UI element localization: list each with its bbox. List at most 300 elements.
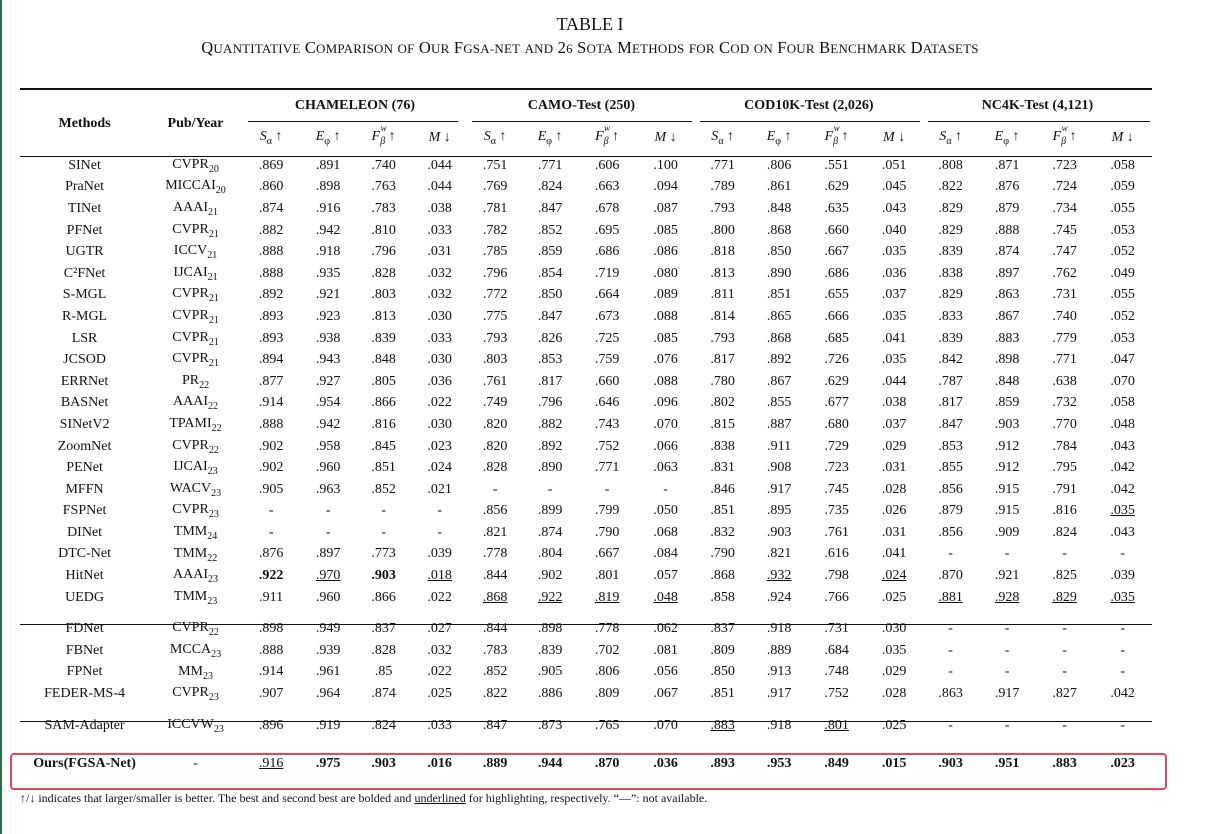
- metric-value: -: [948, 664, 953, 680]
- metric-value: .852: [371, 481, 396, 497]
- metric-value: .827: [1052, 686, 1077, 702]
- metric-value: -: [948, 546, 953, 562]
- metric-value: .793: [710, 330, 735, 346]
- method-name: FSPNet: [62, 503, 107, 519]
- metric-value: -: [381, 503, 386, 519]
- metric-value: .892: [537, 438, 563, 454]
- metric-value: .814: [710, 308, 735, 324]
- metric-value: .763: [371, 179, 396, 195]
- metric-value: .789: [710, 179, 735, 195]
- metric-value: .898: [537, 621, 563, 637]
- metric-value: .058: [1110, 395, 1135, 411]
- metric-value: -: [663, 481, 668, 497]
- metric-value: .801: [594, 568, 620, 584]
- metric-value: .041: [881, 330, 907, 346]
- metric-value: .813: [710, 265, 735, 281]
- pub-year: $ICCV_{21}$: [173, 243, 218, 262]
- metric-value: .845: [371, 438, 396, 454]
- metric-value: .822: [938, 179, 963, 195]
- metric-value: .856: [482, 503, 508, 519]
- metric-value: .842: [938, 352, 963, 368]
- metric-value: .790: [594, 524, 620, 540]
- metric-value: .748: [824, 664, 849, 680]
- metric-value: .867: [994, 308, 1020, 324]
- metric-value: .021: [427, 481, 452, 497]
- metric-header: F w $_\beta$ ↑: [1052, 122, 1077, 147]
- metric-value: .871: [994, 157, 1020, 173]
- metric-value: .951: [994, 756, 1020, 772]
- metric-value: .851: [710, 503, 735, 519]
- metric-value: .897: [994, 265, 1020, 281]
- metric-value: .638: [1052, 373, 1077, 389]
- metric-value: .883: [994, 330, 1020, 346]
- metric-value: .892: [258, 287, 284, 303]
- method-name: PFNet: [66, 222, 103, 238]
- dataset-cod10k: COD10K-Test (2,026): [744, 98, 874, 113]
- metric-value: .047: [1110, 352, 1135, 368]
- metric-value: .916: [258, 756, 284, 772]
- metric-value: .743: [594, 416, 620, 432]
- metric-value: .902: [258, 460, 284, 476]
- metric-value: .887: [766, 416, 792, 432]
- method-name: PraNet: [65, 179, 104, 195]
- metric-value: .030: [427, 308, 452, 324]
- metric-value: .828: [371, 642, 396, 658]
- metric-value: .771: [537, 157, 563, 173]
- metric-header: $S_\alpha$ ↑: [259, 128, 283, 147]
- metric-value: .629: [824, 179, 849, 195]
- metric-value: .817: [938, 395, 963, 411]
- metric-value: .912: [994, 460, 1020, 476]
- table-body: [20, 155, 1152, 782]
- metric-value: -: [1004, 664, 1010, 680]
- metric-value: .970: [315, 568, 341, 584]
- metric-value: .050: [653, 503, 678, 519]
- metric-value: .828: [482, 460, 508, 476]
- table-row: [20, 371, 1152, 393]
- metric-value: .858: [710, 589, 735, 605]
- metric-value: .903: [938, 756, 963, 772]
- metric-value: .813: [371, 308, 396, 324]
- metric-header: F w $_\beta$ ↑: [824, 122, 849, 147]
- metric-value: .089: [653, 287, 678, 303]
- metric-value: .805: [371, 373, 396, 389]
- metric-value: .837: [371, 621, 396, 637]
- metric-value: .839: [371, 330, 396, 346]
- metric-value: .096: [653, 395, 678, 411]
- method-name: BASNet: [60, 395, 109, 411]
- metric-value: .068: [653, 524, 678, 540]
- metric-value: .778: [482, 546, 508, 562]
- method-name: DTC-Net: [58, 546, 111, 562]
- pub-year: $TMM_{22}$: [173, 545, 218, 564]
- table-row: [20, 715, 1152, 737]
- metric-header: $S_\alpha$ ↑: [939, 128, 962, 147]
- metric-value: .824: [1052, 524, 1077, 540]
- metric-value: .810: [371, 222, 396, 238]
- method-name: R-MGL: [62, 308, 108, 324]
- metric-header: $E_\varphi$ ↑: [315, 128, 341, 147]
- metric-value: .038: [427, 200, 452, 216]
- metric-value: .902: [537, 568, 563, 584]
- metric-value: .094: [653, 179, 678, 195]
- metric-value: .922: [258, 568, 284, 584]
- metric-value: .844: [482, 568, 508, 584]
- metric-value: .660: [824, 222, 849, 238]
- metric-value: .907: [258, 686, 284, 702]
- metric-value: -: [268, 503, 274, 519]
- metric-value: .048: [1110, 416, 1135, 432]
- metric-value: .029: [881, 438, 907, 454]
- metric-value: .924: [766, 589, 792, 605]
- table-row: [20, 263, 1152, 285]
- metric-value: .850: [766, 244, 792, 260]
- footnote-text: ↑/↓ indicates that larger/smaller is better. The best and second best are bolded and: [20, 791, 415, 805]
- table-label: TABLE I: [556, 14, 624, 34]
- pub-year: $PR_{22}$: [181, 372, 210, 391]
- metric-value: .893: [258, 308, 284, 324]
- table-row: [20, 155, 1152, 177]
- metric-value: .975: [315, 756, 341, 772]
- metric-value: .854: [537, 265, 563, 281]
- metric-value: .868: [482, 589, 508, 605]
- metric-value: .816: [371, 416, 396, 432]
- metric-value: .944: [537, 756, 563, 772]
- metric-value: .796: [482, 265, 508, 281]
- metric-value: .921: [994, 568, 1020, 584]
- metric-value: .942: [315, 416, 341, 432]
- metric-value: .927: [315, 373, 341, 389]
- metric-value: .839: [938, 244, 963, 260]
- metric-value: .723: [1052, 157, 1077, 173]
- metric-value: .646: [594, 395, 620, 411]
- table-row: [20, 501, 1152, 523]
- metric-value: .782: [482, 222, 508, 238]
- metric-value: .677: [824, 395, 849, 411]
- metric-value: .958: [315, 438, 341, 454]
- metric-value: .035: [881, 244, 907, 260]
- metric-value: .916: [315, 200, 341, 216]
- metric-value: -: [547, 481, 553, 497]
- metric-value: -: [268, 524, 274, 540]
- footnote-text-end: for highlighting, respectively. “—”: not available.: [465, 791, 708, 805]
- metric-value: .785: [482, 244, 508, 260]
- pub-year: $AAAI_{21}$: [173, 200, 219, 218]
- pub-year: $CVPR_{23}$: [172, 685, 219, 703]
- metric-value: .725: [594, 330, 620, 346]
- method-name: DINet: [67, 524, 103, 540]
- metric-value: .873: [537, 717, 563, 733]
- metric-value: .771: [594, 460, 620, 476]
- metric-value: -: [604, 481, 610, 497]
- method-name: MFFN: [65, 481, 104, 497]
- table-row: [20, 414, 1152, 436]
- metric-value: .780: [710, 373, 735, 389]
- metric-value: .052: [1110, 244, 1135, 260]
- metric-value: .938: [315, 330, 341, 346]
- metric-value: .678: [594, 200, 620, 216]
- metric-value: .735: [824, 503, 849, 519]
- metric-value: .724: [1052, 179, 1077, 195]
- metric-value: .044: [427, 179, 452, 195]
- metric-value: .761: [824, 524, 849, 540]
- metric-value: .039: [1110, 568, 1135, 584]
- metric-value: .031: [427, 244, 452, 260]
- metric-value: .051: [881, 157, 907, 173]
- metric-value: .761: [482, 373, 508, 389]
- method-name: SAM-Adapter: [44, 717, 125, 733]
- table-row: [20, 587, 1152, 609]
- metric-value: .889: [766, 642, 792, 658]
- metric-value: .779: [1052, 330, 1077, 346]
- metric-value: .030: [881, 621, 907, 637]
- table-row: [20, 198, 1152, 220]
- table-row: [20, 565, 1152, 587]
- metric-header: M ↓: [1111, 129, 1134, 145]
- metric-value: -: [325, 524, 331, 540]
- dataset-chameleon: CHAMELEON (76): [294, 98, 415, 113]
- metric-value: .070: [653, 717, 678, 733]
- metric-value: .838: [938, 265, 963, 281]
- pub-year: $TMM_{23}$: [173, 588, 218, 607]
- metric-value: .856: [938, 481, 963, 497]
- metric-value: .939: [315, 642, 341, 658]
- metric-value: .804: [537, 546, 563, 562]
- metric-value: .025: [881, 717, 907, 733]
- table-title: QUANTITATIVE COMPARISON OF OUR FGSA-NET AND 26 SOTA METHODS FOR COD ON FOUR BENCHMARK DATASETS: [201, 38, 979, 57]
- pub-year: $AAAI_{23}$: [173, 567, 219, 585]
- metric-value: .85: [374, 664, 393, 680]
- metric-value: .039: [427, 546, 452, 562]
- method-name: UEDG: [65, 589, 104, 605]
- metric-value: .793: [482, 330, 508, 346]
- metric-value: .839: [537, 642, 563, 658]
- metric-value: .765: [594, 717, 620, 733]
- table-row: [20, 683, 1152, 705]
- metric-value: .033: [427, 330, 452, 346]
- metric-value: .963: [315, 481, 341, 497]
- method-name: UGTR: [65, 244, 104, 260]
- metric-value: -: [1120, 642, 1125, 658]
- metric-value: .759: [594, 352, 620, 368]
- method-name: Ours(FGSA-Net): [33, 756, 136, 772]
- metric-value: .879: [938, 503, 963, 519]
- metric-value: .850: [537, 287, 563, 303]
- metric-value: .866: [371, 395, 396, 411]
- metric-value: .893: [258, 330, 284, 346]
- metric-value: .851: [766, 287, 792, 303]
- metric-value: -: [1062, 621, 1067, 637]
- metric-value: .868: [766, 330, 792, 346]
- metric-header: $S_\alpha$ ↑: [711, 128, 734, 147]
- metric-value: .809: [710, 642, 735, 658]
- metric-value: .036: [881, 265, 907, 281]
- metric-value: .869: [258, 157, 284, 173]
- metric-value: .033: [427, 222, 452, 238]
- metric-value: .770: [1052, 416, 1077, 432]
- metric-value: .666: [824, 308, 849, 324]
- metric-value: -: [1120, 717, 1125, 733]
- metric-value: .888: [258, 265, 284, 281]
- metric-value: .905: [258, 481, 284, 497]
- table-row: [20, 522, 1152, 544]
- metric-value: .883: [1052, 756, 1077, 772]
- metric-value: .063: [653, 460, 678, 476]
- metric-value: .964: [315, 686, 341, 702]
- metric-value: .882: [537, 416, 563, 432]
- metric-value: .911: [259, 589, 284, 605]
- method-name: FPNet: [66, 664, 103, 680]
- metric-value: .042: [1110, 481, 1135, 497]
- metric-value: .031: [881, 524, 907, 540]
- metric-value: .890: [537, 460, 563, 476]
- metric-value: .903: [994, 416, 1020, 432]
- metric-value: .898: [258, 621, 284, 637]
- metric-value: .903: [371, 756, 396, 772]
- method-name: SINet: [68, 157, 101, 173]
- metric-header: M ↓: [428, 129, 451, 145]
- top-rule: [20, 88, 1152, 90]
- metric-value: .874: [258, 200, 284, 216]
- metric-value: .837: [710, 621, 735, 637]
- metric-value: .551: [824, 157, 849, 173]
- metric-value: .949: [315, 621, 341, 637]
- metric-value: .043: [1110, 524, 1135, 540]
- table-row: [20, 544, 1152, 566]
- metric-value: .903: [766, 524, 792, 540]
- metric-value: .882: [258, 222, 284, 238]
- metric-value: .778: [594, 621, 620, 637]
- metric-value: .022: [427, 395, 452, 411]
- pub-year: $MICCAI_{20}$: [165, 178, 226, 197]
- metric-value: .771: [1052, 352, 1077, 368]
- metric-value: .886: [537, 686, 563, 702]
- pub-year: -: [193, 756, 198, 772]
- metric-header: F w $_\beta$ ↑: [371, 122, 396, 147]
- metric-value: -: [381, 524, 386, 540]
- metric-value: .961: [315, 664, 341, 680]
- metric-value: .058: [1110, 157, 1135, 173]
- metric-value: .911: [767, 438, 792, 454]
- metric-value: .811: [710, 287, 735, 303]
- metric-value: .026: [881, 503, 907, 519]
- metric-value: .912: [994, 438, 1020, 454]
- table-row: [20, 349, 1152, 371]
- pub-year: $CVPR_{21}$: [172, 308, 219, 326]
- metric-value: .702: [594, 642, 620, 658]
- metric-value: .895: [766, 503, 792, 519]
- metric-value: .888: [258, 642, 284, 658]
- metric-value: .771: [710, 157, 735, 173]
- metric-value: .803: [482, 352, 508, 368]
- metric-value: .783: [371, 200, 396, 216]
- metric-value: .821: [766, 546, 792, 562]
- method-name: TINet: [67, 200, 102, 216]
- table-row: [20, 241, 1152, 263]
- metric-value: -: [1062, 546, 1067, 562]
- metric-header: $E_\varphi$ ↑: [537, 128, 563, 147]
- metric-value: .027: [427, 621, 452, 637]
- metric-value: .057: [653, 568, 678, 584]
- metric-value: .917: [766, 481, 792, 497]
- metric-value: .829: [938, 287, 963, 303]
- table-row: [20, 479, 1152, 501]
- metric-value: .655: [824, 287, 849, 303]
- metric-value: .035: [881, 352, 907, 368]
- metric-value: .853: [938, 438, 963, 454]
- table-row: [20, 177, 1152, 199]
- metric-value: .080: [653, 265, 678, 281]
- metric-value: .849: [824, 756, 849, 772]
- metric-value: .815: [710, 416, 735, 432]
- metric-value: .866: [371, 589, 396, 605]
- metric-value: .751: [482, 157, 508, 173]
- metric-value: .680: [824, 416, 849, 432]
- table-row: [20, 306, 1152, 328]
- metric-value: .820: [482, 438, 508, 454]
- metric-value: .890: [766, 265, 792, 281]
- metric-value: .035: [881, 642, 907, 658]
- metric-value: -: [1062, 717, 1067, 733]
- metric-value: .943: [315, 352, 341, 368]
- metric-value: .839: [938, 330, 963, 346]
- metric-value: -: [948, 621, 953, 637]
- metric-value: .883: [710, 717, 735, 733]
- metric-value: .024: [427, 460, 452, 476]
- metric-value: .831: [710, 460, 735, 476]
- metric-value: .816: [1052, 503, 1077, 519]
- metric-value: .023: [1110, 756, 1135, 772]
- metric-value: .915: [994, 481, 1020, 497]
- metric-value: .035: [1110, 503, 1135, 519]
- table-row: [20, 436, 1152, 458]
- metric-value: .897: [315, 546, 341, 562]
- metric-value: .752: [824, 686, 849, 702]
- metric-value: .740: [371, 157, 396, 173]
- footnote: [20, 791, 707, 806]
- metric-value: .960: [315, 589, 341, 605]
- metric-value: .859: [994, 395, 1020, 411]
- metric-value: .747: [1052, 244, 1077, 260]
- pub-year: $MCCA_{23}$: [169, 641, 222, 660]
- metric-value: .888: [258, 416, 284, 432]
- metric-value: .028: [881, 481, 907, 497]
- metric-value: .846: [710, 481, 735, 497]
- metric-value: .800: [710, 222, 735, 238]
- metric-value: .022: [427, 589, 452, 605]
- metric-value: .876: [258, 546, 284, 562]
- metric-value: .616: [824, 546, 849, 562]
- metric-value: .772: [482, 287, 508, 303]
- table-row: [20, 328, 1152, 350]
- metric-value: .848: [994, 373, 1020, 389]
- group-gap: [20, 736, 1152, 746]
- metric-value: .817: [710, 352, 735, 368]
- metric-header: M ↓: [883, 129, 906, 145]
- metric-value: .022: [427, 664, 452, 680]
- metric-value: .056: [653, 664, 678, 680]
- method-name: SINetV2: [59, 416, 110, 432]
- metric-value: .085: [653, 222, 678, 238]
- metric-value: .918: [315, 244, 341, 260]
- metric-value: -: [437, 524, 442, 540]
- metric-value: .024: [881, 568, 907, 584]
- metric-value: .029: [881, 664, 907, 680]
- metric-value: .041: [881, 546, 907, 562]
- metric-value: .935: [315, 265, 341, 281]
- method-name: JCSOD: [63, 352, 106, 368]
- metric-value: .673: [594, 308, 620, 324]
